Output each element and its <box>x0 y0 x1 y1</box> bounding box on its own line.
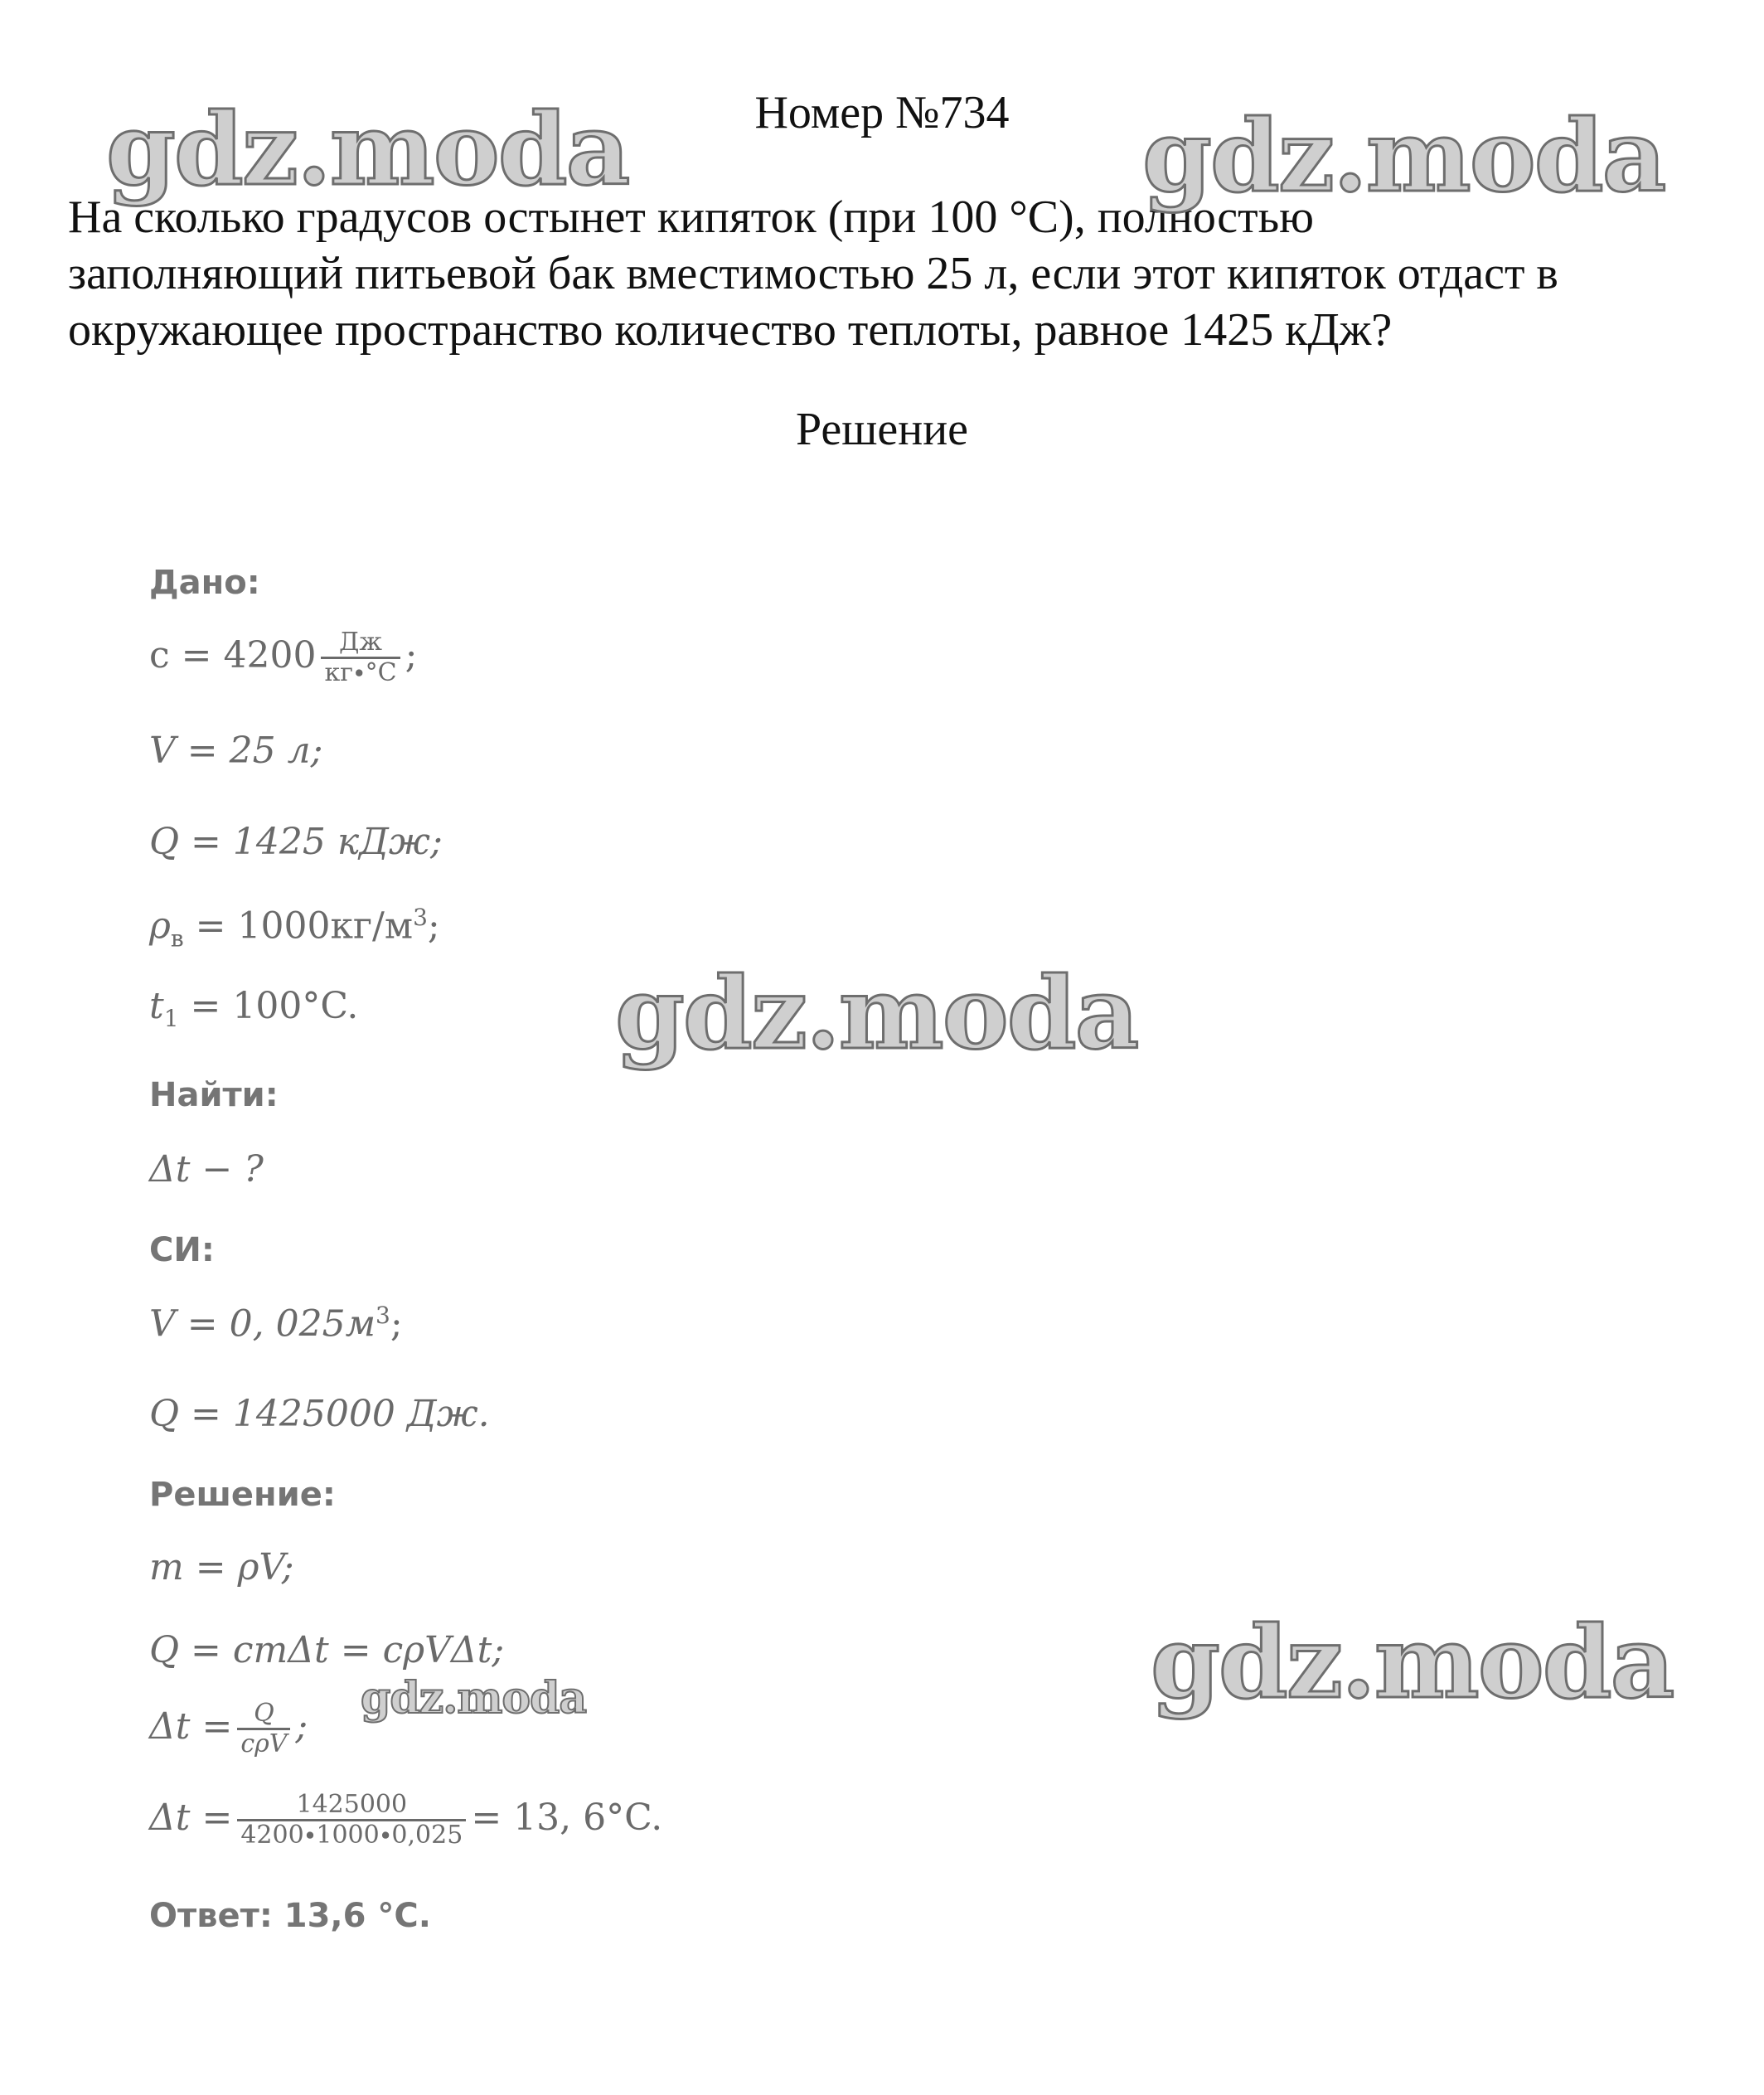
dt-suffix: ; <box>295 1705 308 1748</box>
si-v-superscript: 3 <box>376 1302 390 1329</box>
watermark-top-right: gdz.moda <box>1142 98 1665 215</box>
calc-num: 1425000 <box>296 1790 408 1819</box>
c-unit-fraction <box>321 628 400 687</box>
calc-den: 4200∙1000∙0,025 <box>237 1819 466 1850</box>
calc-formula <box>149 1791 662 1850</box>
si-v-end: ; <box>390 1302 403 1346</box>
calc-result: = 13, 6°C. <box>471 1797 663 1839</box>
watermark-top-left: gdz.moda <box>106 91 629 208</box>
dt-num: Q <box>254 1699 274 1728</box>
problem-line-1: На сколько градусов остынет кипяток (при 100 °C), полностью <box>68 192 1314 243</box>
t1-symbol: t <box>149 985 164 1027</box>
rho-end: ; <box>427 904 440 948</box>
c-suffix: ; <box>405 634 418 677</box>
si-q: Q = 1425000 Дж. <box>149 1393 490 1435</box>
given-label: Дано: <box>149 564 260 602</box>
c-prefix: c = 4200 <box>149 634 317 677</box>
page-title: Номер №734 <box>754 87 1010 138</box>
watermark-small: gdz.moda <box>361 1673 587 1724</box>
si-label: СИ: <box>149 1231 215 1269</box>
watermark-bottom-right: gdz.moda <box>1151 1604 1674 1721</box>
rho-subscript: в <box>170 924 184 953</box>
c-unit-num: Дж <box>339 628 383 657</box>
t1-subscript: 1 <box>163 1004 179 1032</box>
rho-superscript: 3 <box>413 904 428 931</box>
solution-heading: Решение <box>795 404 969 455</box>
dt-prefix: Δt = <box>149 1705 233 1748</box>
calc-fraction <box>237 1791 466 1850</box>
mass-formula: m = ρV; <box>149 1546 294 1588</box>
given-t1 <box>149 985 358 1032</box>
given-v: V = 25 л; <box>149 730 323 772</box>
rho-symbol: ρ <box>149 904 171 948</box>
given-q: Q = 1425 кДж; <box>149 821 443 863</box>
problem-line-2: заполняющий питьевой бак вместимостью 25 л, если этот кипяток отдаст в <box>68 248 1558 299</box>
calc-prefix: Δt = <box>149 1797 233 1839</box>
problem-line-3: окружающее пространство количество теплоты, равное 1425 кДж? <box>68 304 1393 356</box>
find-label: Найти: <box>149 1076 279 1114</box>
c-unit-den: кг∙°C <box>321 657 400 687</box>
watermark-center: gdz.moda <box>615 955 1138 1072</box>
heat-formula: Q = cmΔt = cρVΔt; <box>149 1629 505 1671</box>
answer-line: Ответ: 13,6 °C. <box>149 1897 431 1935</box>
given-c <box>149 628 417 687</box>
t1-value: = 100°C. <box>178 985 359 1027</box>
dt-fraction <box>237 1700 290 1758</box>
si-v-value: V = 0, 025м <box>149 1302 376 1346</box>
dt-formula <box>149 1700 308 1758</box>
dt-den: cρV <box>237 1728 290 1758</box>
given-rho <box>149 904 440 952</box>
si-v <box>149 1302 403 1346</box>
solution-label: Решение: <box>149 1476 336 1514</box>
rho-value: = 1000кг/м <box>183 904 414 948</box>
find-line: Δt − ? <box>149 1148 264 1191</box>
